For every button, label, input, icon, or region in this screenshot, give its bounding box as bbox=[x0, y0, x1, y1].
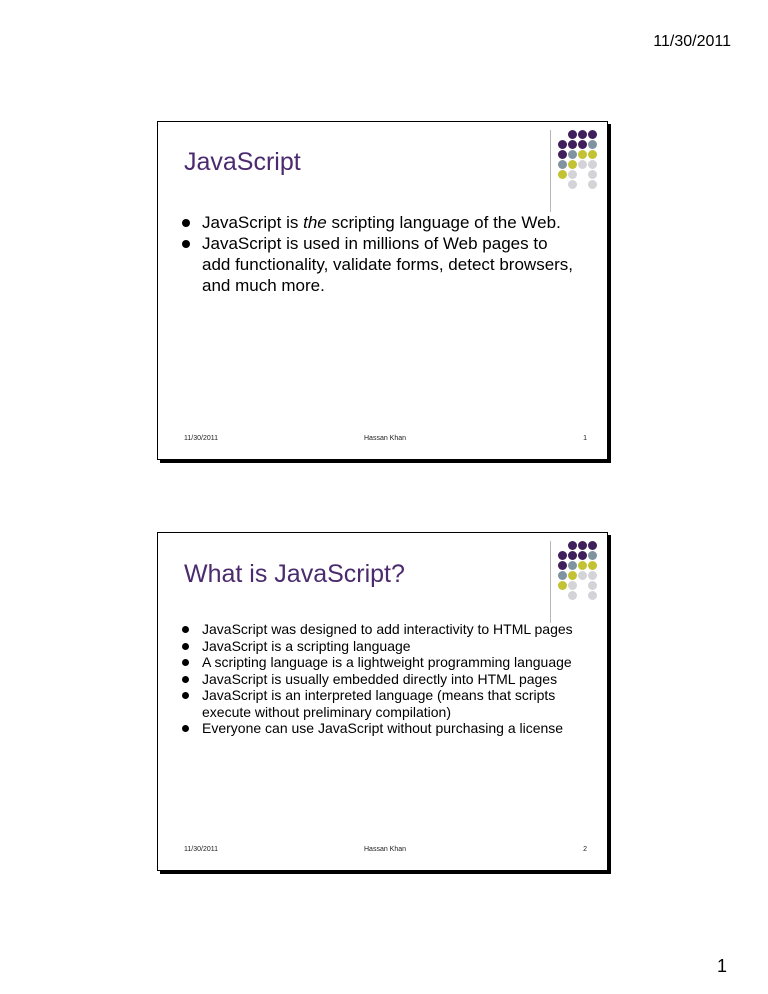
accent-line bbox=[550, 130, 551, 212]
footer-author: Hassan Khan bbox=[364, 846, 407, 853]
slide-footer bbox=[184, 846, 587, 856]
decorative-dot bbox=[558, 170, 567, 179]
decorative-dot bbox=[558, 571, 567, 580]
decorative-dot bbox=[578, 130, 587, 139]
decorative-dot bbox=[588, 180, 597, 189]
decorative-dot bbox=[588, 581, 597, 590]
footer-author: Hassan Khan bbox=[364, 435, 407, 442]
bullet-list bbox=[180, 621, 590, 737]
decorative-dot bbox=[588, 140, 597, 149]
decorative-dot bbox=[558, 551, 567, 560]
decorative-dot bbox=[558, 140, 567, 149]
bullet-item: JavaScript is the scripting language of the Web. bbox=[180, 212, 580, 233]
dot-grid-decoration bbox=[558, 541, 608, 609]
decorative-dot bbox=[588, 541, 597, 550]
decorative-dot bbox=[588, 170, 597, 179]
slide-title: JavaScript bbox=[184, 148, 301, 176]
decorative-dot bbox=[588, 130, 597, 139]
decorative-dot bbox=[568, 581, 577, 590]
bullet-item: JavaScript is usually embedded directly into HTML pages bbox=[180, 671, 590, 688]
decorative-dot bbox=[578, 150, 587, 159]
footer-slide-number: 1 bbox=[583, 435, 587, 442]
slide-1 bbox=[157, 121, 608, 460]
decorative-dot bbox=[568, 571, 577, 580]
decorative-dot bbox=[558, 150, 567, 159]
decorative-dot bbox=[578, 541, 587, 550]
bullet-item: JavaScript is an interpreted language (means that scripts execute without preliminary compilation) bbox=[180, 687, 590, 720]
bullet-item: JavaScript is a scripting language bbox=[180, 638, 590, 655]
slide-footer bbox=[184, 435, 587, 445]
decorative-dot bbox=[558, 160, 567, 169]
dot-grid-decoration bbox=[558, 130, 608, 198]
decorative-dot bbox=[568, 551, 577, 560]
bullet-item: A scripting language is a lightweight programming language bbox=[180, 654, 590, 671]
slide-2 bbox=[157, 532, 608, 871]
decorative-dot bbox=[578, 571, 587, 580]
decorative-dot bbox=[588, 591, 597, 600]
bullet-list bbox=[180, 212, 580, 296]
page-number: 1 bbox=[716, 956, 727, 976]
decorative-dot bbox=[568, 130, 577, 139]
bullet-item: Everyone can use JavaScript without purchasing a license bbox=[180, 720, 590, 737]
footer-date: 11/30/2011 bbox=[184, 435, 218, 442]
decorative-dot bbox=[578, 140, 587, 149]
decorative-dot bbox=[588, 150, 597, 159]
decorative-dot bbox=[568, 180, 577, 189]
decorative-dot bbox=[588, 561, 597, 570]
decorative-dot bbox=[568, 561, 577, 570]
bullet-item: JavaScript is used in millions of Web pages to add functionality, validate forms, detect browsers, and much more. bbox=[180, 233, 580, 296]
decorative-dot bbox=[588, 551, 597, 560]
decorative-dot bbox=[568, 160, 577, 169]
decorative-dot bbox=[568, 591, 577, 600]
bullet-item: JavaScript was designed to add interactivity to HTML pages bbox=[180, 621, 590, 638]
decorative-dot bbox=[568, 150, 577, 159]
decorative-dot bbox=[568, 140, 577, 149]
slide-title: What is JavaScript? bbox=[184, 560, 405, 588]
decorative-dot bbox=[558, 561, 567, 570]
decorative-dot bbox=[568, 170, 577, 179]
decorative-dot bbox=[578, 551, 587, 560]
page-date: 11/30/2011 bbox=[653, 33, 731, 50]
decorative-dot bbox=[568, 541, 577, 550]
decorative-dot bbox=[578, 561, 587, 570]
footer-date: 11/30/2011 bbox=[184, 846, 218, 853]
footer-slide-number: 2 bbox=[583, 846, 587, 853]
decorative-dot bbox=[588, 571, 597, 580]
decorative-dot bbox=[578, 160, 587, 169]
accent-line bbox=[550, 541, 551, 623]
decorative-dot bbox=[558, 581, 567, 590]
decorative-dot bbox=[588, 160, 597, 169]
